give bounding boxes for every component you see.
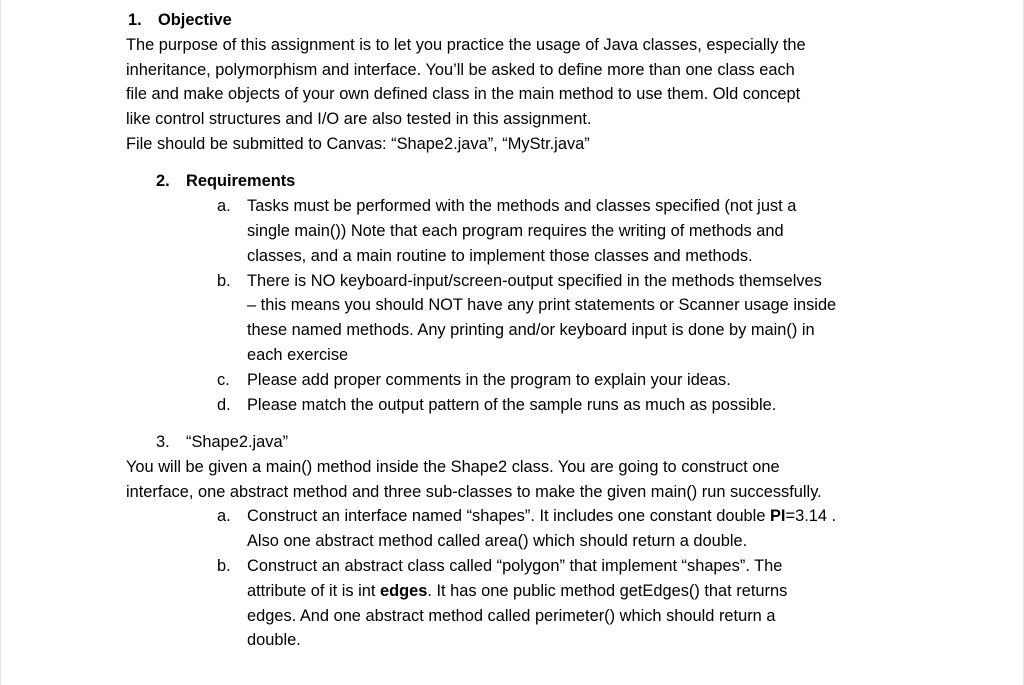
section-1-paragraph — [126, 33, 926, 157]
section-3-number: 3. — [156, 432, 170, 451]
text-line: like control structures and I/O are also tested in this assignment. — [126, 110, 592, 129]
text-line: You will be given a main() method inside the Shape2 class. You are going to construct one — [126, 457, 780, 476]
list-item — [126, 194, 926, 268]
text-line: There is NO keyboard-input/screen-output specified in the methods themselves — [247, 271, 822, 290]
text-segment: attribute of it is int — [247, 581, 381, 600]
section-3-title: “Shape2.java” — [186, 432, 289, 451]
list-item — [126, 368, 926, 393]
bold-term: PI — [770, 507, 786, 526]
text-line: – this means you should NOT have any print statements or Scanner usage inside — [247, 296, 837, 315]
document-page — [126, 8, 926, 653]
text-line: The purpose of this assignment is to let you practice the usage of Java classes, especially the — [126, 35, 806, 54]
list-item — [126, 393, 926, 418]
list-item — [126, 554, 926, 653]
text-line: each exercise — [247, 345, 349, 364]
text-line: Also one abstract method called area() which should return a double. — [247, 532, 748, 551]
list-marker: b. — [217, 271, 231, 290]
text-segment: =3.14 . — [785, 507, 837, 526]
text-line: inheritance, polymorphism and interface. You’ll be asked to define more than one class each — [126, 60, 795, 79]
text-line: classes, and a main routine to implement those classes and methods. — [247, 246, 753, 265]
section-3-heading — [156, 430, 926, 455]
text-line: these named methods. Any printing and/or keyboard input is done by main() in — [247, 321, 815, 340]
list-marker: c. — [217, 370, 230, 389]
text-line: edges. And one abstract method called perimeter() which should return a — [247, 606, 776, 625]
shape2-task-list — [126, 504, 926, 653]
text-line: file and make objects of your own defined class in the main method to use them. Old concept — [126, 85, 801, 104]
list-marker: b. — [217, 556, 231, 575]
text-line: Please match the output pattern of the sample runs as much as possible. — [247, 395, 777, 414]
text-segment: Construct an interface named “shapes”. It includes one constant double — [247, 507, 770, 526]
text-line: Please add proper comments in the program to explain your ideas. — [247, 370, 731, 389]
list-item — [126, 269, 926, 368]
text-line: Tasks must be performed with the methods and classes specified (not just a — [247, 197, 797, 216]
list-marker: d. — [217, 395, 231, 414]
section-1-title: Objective — [158, 11, 232, 29]
section-2-number: 2. — [156, 172, 170, 191]
bold-term: edges — [380, 581, 428, 600]
list-marker: a. — [217, 507, 231, 526]
text-line: single main()) Note that each program requires the writing of methods and — [247, 221, 784, 240]
requirements-list — [126, 194, 926, 417]
text-segment: . It has one public method getEdges() that returns — [427, 581, 788, 600]
list-item — [126, 504, 926, 554]
text-line: Construct an abstract class called “polygon” that implement “shapes”. The — [247, 556, 783, 575]
text-line: interface, one abstract method and three sub-classes to make the given main() run successfully. — [126, 482, 822, 501]
submission-line: File should be submitted to Canvas: “Shape2.java”, “MyStr.java” — [126, 134, 590, 153]
list-marker: a. — [217, 197, 231, 216]
text-line: double. — [247, 631, 301, 650]
section-2-title: Requirements — [186, 172, 296, 191]
section-1-number: 1. — [128, 11, 142, 29]
section-2-heading — [156, 169, 926, 194]
section-1-heading — [128, 8, 926, 33]
section-3-intro — [126, 455, 926, 505]
